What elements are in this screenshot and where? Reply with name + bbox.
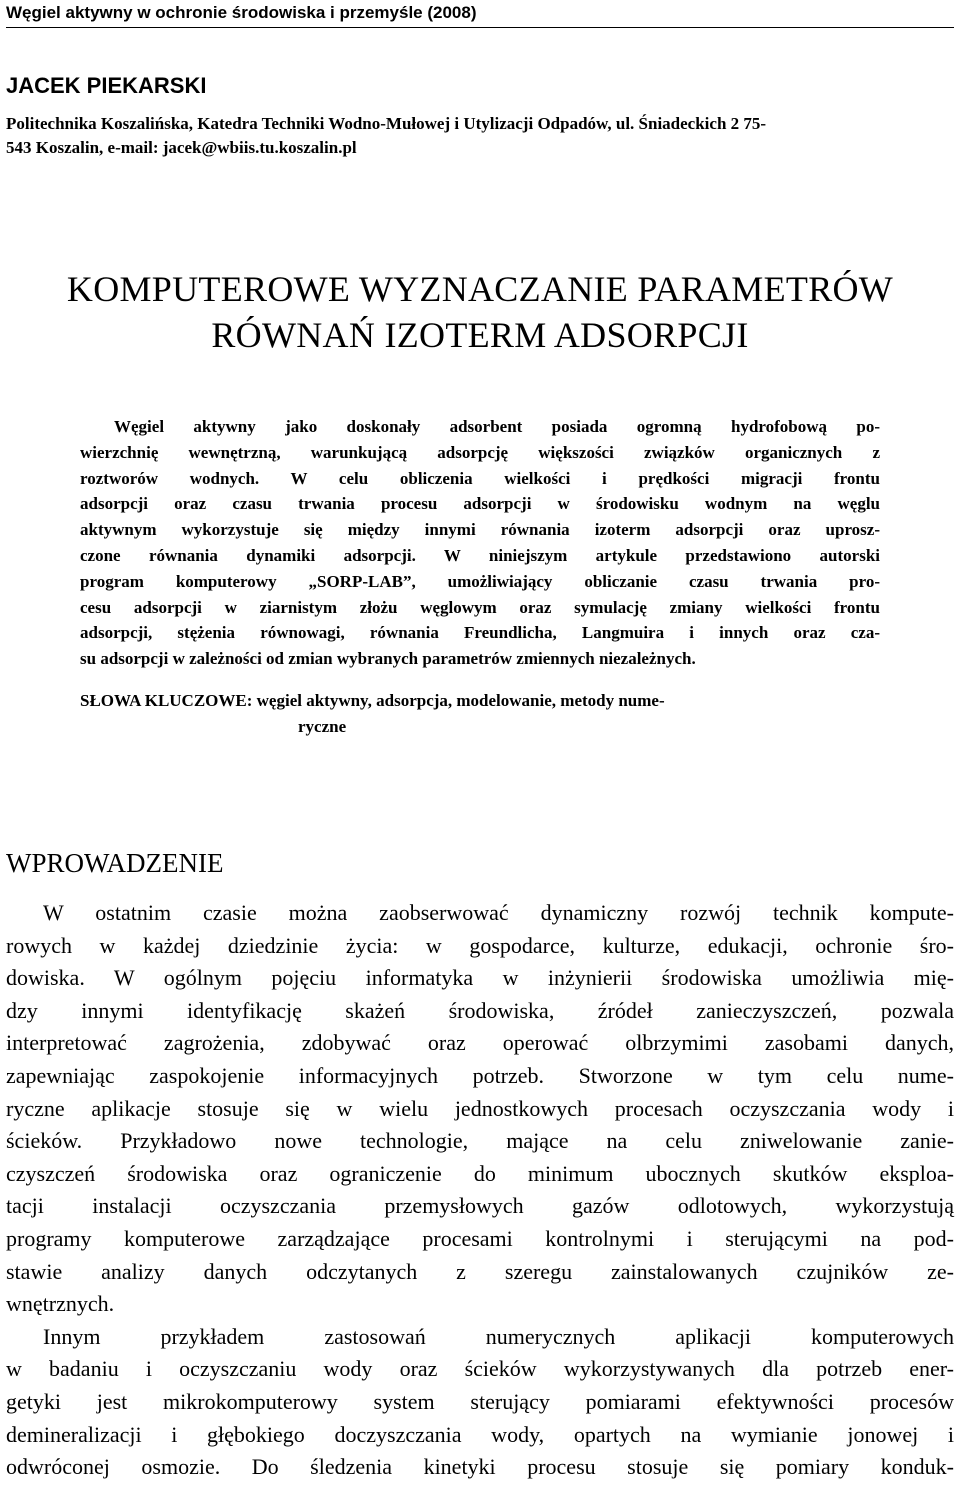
body-line: odwróconej osmozie. Do śledzenia kinetyki procesu stosuje się pomiary konduk- bbox=[6, 1454, 954, 1480]
abstract-line: wierzchnię wewnętrzną, warunkującą adsorpcję większości związków organicznych z bbox=[80, 442, 880, 462]
abstract-line: roztworów wodnych. W celu obliczenia wielkości i prędkości migracji frontu bbox=[80, 468, 880, 488]
body-line: dowiska. W ogólnym pojęciu informatyka w inżynierii środowiska umożliwia mię- bbox=[6, 965, 954, 991]
body-line: Innym przykładem zastosowań numerycznych aplikacji komputerowych bbox=[43, 1323, 954, 1349]
body-line: dzy innymi identyfikację skażeń środowiska, źródeł zanieczyszczeń, pozwala bbox=[6, 997, 954, 1023]
body-line: zapewniając zaspokojenie informacyjnych potrzeb. Stworzone w tym celu nume- bbox=[6, 1062, 954, 1088]
author-affiliation bbox=[6, 112, 956, 160]
paper-title bbox=[0, 266, 960, 358]
title-line: RÓWNAŃ IZOTERM ADSORPCJI bbox=[211, 315, 749, 355]
abstract-line: su adsorpcji w zależności od zmian wybranych parametrów zmiennych niezależnych. bbox=[80, 649, 696, 669]
abstract-line: Węgiel aktywny jako doskonały adsorbent posiada ogromną hydrofobową po- bbox=[114, 417, 880, 436]
running-header: Węgiel aktywny w ochronie środowiska i przemyśle (2008) bbox=[6, 3, 477, 22]
header-rule bbox=[6, 27, 954, 28]
body-line: wnętrznych. bbox=[6, 1291, 115, 1317]
keywords bbox=[80, 688, 880, 740]
abstract-line: adsorpcji, stężenia równowagi, równania Freundlicha, Langmuira i innych oraz cza- bbox=[80, 623, 880, 643]
body-line: ryczne aplikacje stosuje się w wielu jednostkowych procesach oczyszczania wody i bbox=[6, 1095, 954, 1121]
body-line: rowych w każdej dziedzinie życia: w gospodarce, kulturze, edukacji, ochronie śro- bbox=[6, 932, 954, 958]
abstract-line: czone równania dynamiki adsorpcji. W niniejszym artykule przedstawiono autorski bbox=[80, 545, 880, 565]
body-line: interpretować zagrożenia, zdobywać oraz operować olbrzymimi zasobami danych, bbox=[6, 1030, 954, 1056]
affiliation-line: 543 Koszalin, e-mail: jacek@wbiis.tu.koszalin.pl bbox=[6, 138, 357, 157]
body-line: tacji instalacji oczyszczania przemysłowych gazów odlotowych, wykorzystują bbox=[6, 1193, 954, 1219]
body-line: programy komputerowe zarządzające procesami kontrolnymi i sterującymi na pod- bbox=[6, 1225, 954, 1251]
author-name: JACEK PIEKARSKI bbox=[6, 73, 207, 98]
body-line: ścieków. Przykładowo nowe technologie, mające na celu zniwelowanie zanie- bbox=[6, 1128, 954, 1154]
keywords-line: ryczne bbox=[298, 717, 347, 736]
abstract-line: program komputerowy „SORP-LAB”, umożliwiający obliczanie czasu trwania pro- bbox=[80, 571, 880, 591]
body-line: w badaniu i oczyszczaniu wody oraz ścieków wykorzystywanych dla potrzeb ener- bbox=[6, 1356, 954, 1382]
affiliation-line: Politechnika Koszalińska, Katedra Techniki Wodno-Mułowej i Utylizacji Odpadów, ul. Śniadeckich 2 75- bbox=[6, 114, 767, 133]
title-line: KOMPUTEROWE WYZNACZANIE PARAMETRÓW bbox=[66, 269, 894, 309]
introduction-body bbox=[6, 897, 954, 1484]
body-line: demineralizacji i głębokiego doczyszczania wody, opartych na wymianie jonowej i bbox=[6, 1421, 954, 1447]
body-line: W ostatnim czasie można zaobserwować dynamiczny rozwój technik kompute- bbox=[43, 900, 954, 925]
body-line: getyki jest mikrokomputerowy system sterujący pomiarami efektywności procesów bbox=[6, 1388, 954, 1414]
body-line: czyszczeń środowiska oraz ograniczenie do minimum ubocznych skutków eksploa- bbox=[6, 1160, 954, 1186]
keywords-line: SŁOWA KLUCZOWE: węgiel aktywny, adsorpcja, modelowanie, metody nume- bbox=[80, 691, 665, 710]
abstract-line: aktywnym wykorzystuje się między innymi równania izoterm adsorpcji oraz uprosz- bbox=[80, 520, 880, 540]
abstract-line: cesu adsorpcji w ziarnistym złożu węglowym oraz symulację zmiany wielkości frontu bbox=[80, 597, 880, 617]
abstract-line: adsorpcji oraz czasu trwania procesu adsorpcji w środowisku wodnym na węglu bbox=[80, 494, 880, 514]
abstract bbox=[80, 414, 880, 672]
body-line: stawie analizy danych odczytanych z szeregu zainstalowanych czujników ze- bbox=[6, 1258, 954, 1284]
section-heading: WPROWADZENIE bbox=[6, 848, 224, 878]
